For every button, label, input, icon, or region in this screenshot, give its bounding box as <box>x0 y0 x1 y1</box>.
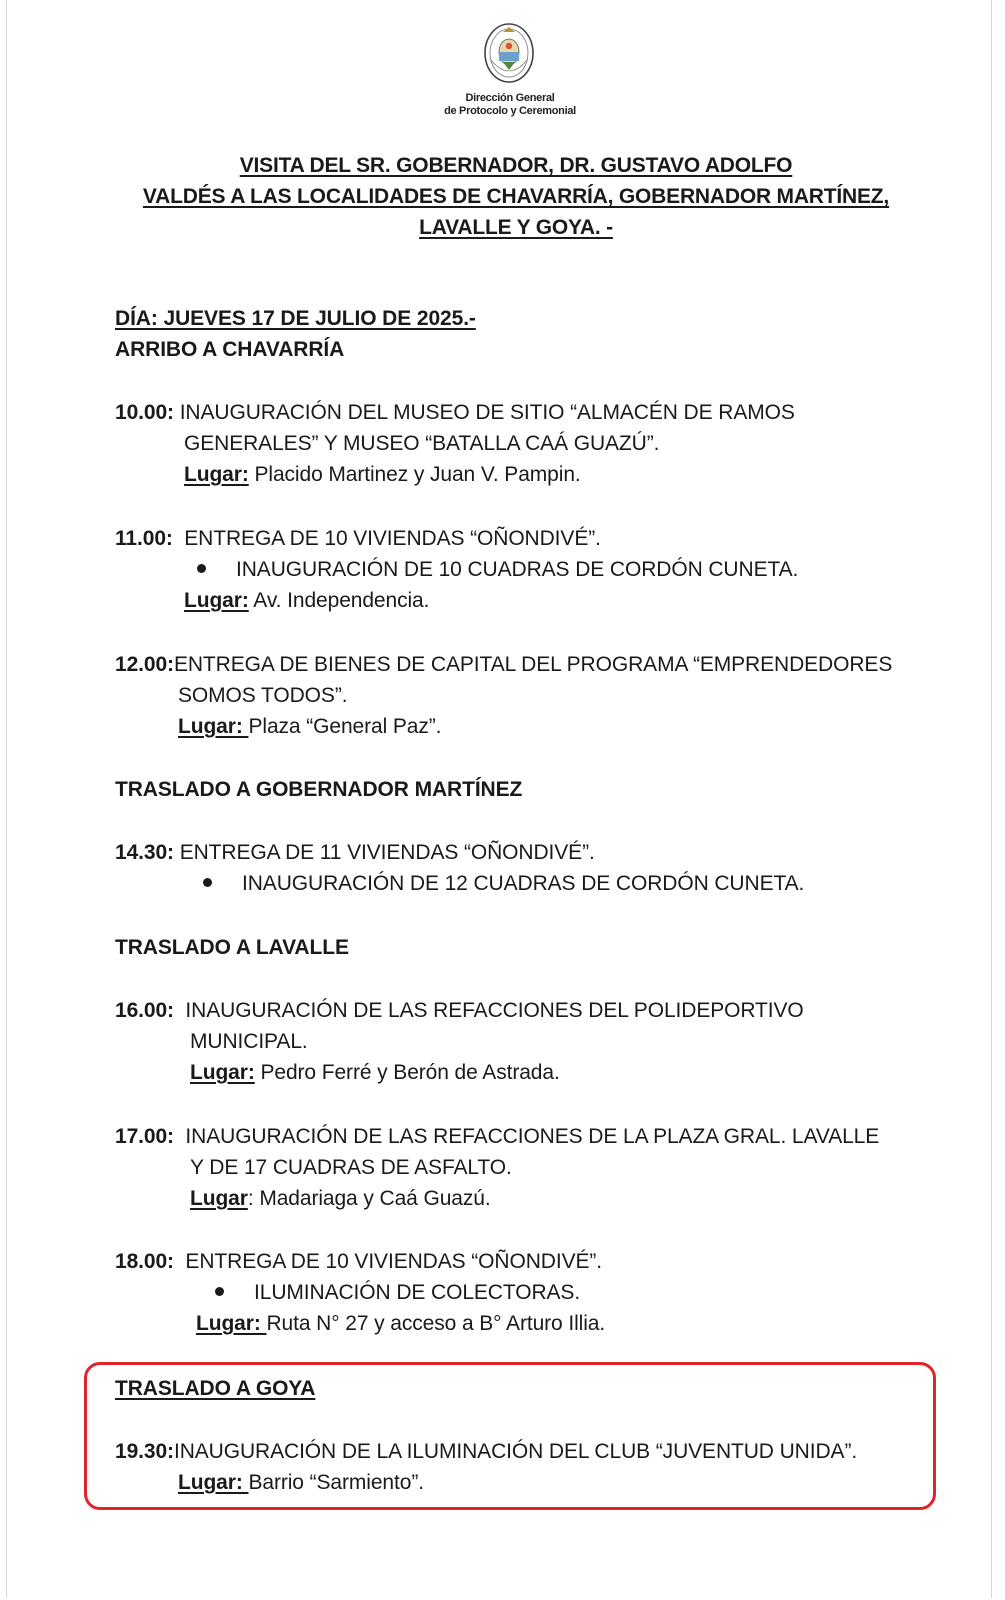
bullet-text: ILUMINACIÓN DE COLECTORAS. <box>254 1281 581 1304</box>
arrival-heading: ARRIBO A CHAVARRÍA <box>115 338 345 361</box>
event-10-00 <box>115 397 795 490</box>
bullet-icon <box>215 1287 224 1296</box>
place-value: Plaza “General Paz”. <box>248 715 442 738</box>
place-label: Lugar: <box>184 463 249 486</box>
place-label: Lugar: <box>178 1471 249 1494</box>
document-title <box>100 150 932 243</box>
event-11-00 <box>115 523 798 616</box>
place-label: Lugar: <box>184 589 249 612</box>
place-label: Lugar: <box>178 715 249 738</box>
event-description: INAUGURACIÓN DEL MUSEO DE SITIO “ALMACÉN DE RAMOS <box>173 401 795 424</box>
event-time: 14.30: <box>115 841 174 864</box>
date-block <box>115 303 476 365</box>
org-line-2: de Protocolo y Ceremonial <box>444 105 576 117</box>
event-time: 19.30: <box>115 1440 174 1463</box>
event-18-00 <box>115 1246 605 1339</box>
event-description: INAUGURACIÓN DE LAS REFACCIONES DE LA PLAZA GRAL. LAVALLE <box>173 1125 880 1148</box>
event-17-00 <box>115 1121 879 1214</box>
event-time: 17.00: <box>115 1125 174 1148</box>
event-19-30 <box>115 1436 857 1498</box>
event-description: ENTREGA DE 10 VIVIENDAS “OÑONDIVÉ”. <box>173 1250 603 1273</box>
organization-name <box>380 92 640 118</box>
event-description: INAUGURACIÓN DE LAS REFACCIONES DEL POLIDEPORTIVO <box>173 999 804 1022</box>
event-time: 12.00: <box>115 653 174 676</box>
bullet-icon <box>197 564 206 573</box>
event-time: 10.00: <box>115 401 174 424</box>
event-description: ENTREGA DE 10 VIVIENDAS “OÑONDIVÉ”. <box>172 527 601 550</box>
place-value: Pedro Ferré y Berón de Astrada. <box>254 1061 560 1084</box>
transfer-goya: TRASLADO A GOYA <box>115 1377 316 1400</box>
event-time: 16.00: <box>115 999 174 1022</box>
event-14-30 <box>115 837 804 899</box>
place-label: Lugar: <box>196 1312 267 1335</box>
title-line-2: VALDÉS A LAS LOCALIDADES DE CHAVARRÍA, GOBERNADOR MARTÍNEZ, <box>142 185 890 208</box>
event-description-cont: Y DE 17 CUADRAS DE ASFALTO. <box>190 1156 512 1179</box>
event-description-cont: MUNICIPAL. <box>190 1030 308 1053</box>
org-line-1: Dirección General <box>465 92 555 104</box>
event-12-00 <box>115 649 892 742</box>
place-value: Placido Martinez y Juan V. Pampin. <box>248 463 581 486</box>
transfer-martinez: TRASLADO A GOBERNADOR MARTÍNEZ <box>115 778 523 801</box>
event-description: INAUGURACIÓN DE LA ILUMINACIÓN DEL CLUB “JUVENTUD UNIDA”. <box>173 1440 858 1463</box>
place-label: Lugar: <box>190 1061 255 1084</box>
title-line-3: LAVALLE Y GOYA. - <box>419 216 613 239</box>
title-line-1: VISITA DEL SR. GOBERNADOR, DR. GUSTAVO ADOLFO <box>239 154 793 177</box>
bullet-text: INAUGURACIÓN DE 12 CUADRAS DE CORDÓN CUNETA. <box>242 872 805 895</box>
bullet-text: INAUGURACIÓN DE 10 CUADRAS DE CORDÓN CUNETA. <box>236 558 799 581</box>
place-value: : Madariaga y Caá Guazú. <box>247 1187 491 1210</box>
event-time: 11.00: <box>115 527 173 550</box>
provincial-seal-logo <box>483 22 535 84</box>
place-label: Lugar <box>190 1187 248 1210</box>
transfer-lavalle: TRASLADO A LAVALLE <box>115 936 349 959</box>
event-time: 18.00: <box>115 1250 174 1273</box>
event-description-cont: SOMOS TODOS”. <box>178 684 348 707</box>
place-value: Av. Independencia. <box>248 589 430 612</box>
event-description: ENTREGA DE 11 VIVIENDAS “OÑONDIVÉ”. <box>173 841 595 864</box>
place-value: Ruta N° 27 y acceso a B° Arturo Illia. <box>266 1312 606 1335</box>
place-value: Barrio “Sarmiento”. <box>248 1471 424 1494</box>
date-line: DÍA: JUEVES 17 DE JULIO DE 2025.- <box>115 307 476 330</box>
event-description: ENTREGA DE BIENES DE CAPITAL DEL PROGRAMA “EMPRENDEDORES <box>173 653 893 676</box>
event-16-00 <box>115 995 804 1088</box>
bullet-icon <box>203 878 212 887</box>
event-description-cont: GENERALES” Y MUSEO “BATALLA CAÁ GUAZÚ”. <box>184 432 660 455</box>
